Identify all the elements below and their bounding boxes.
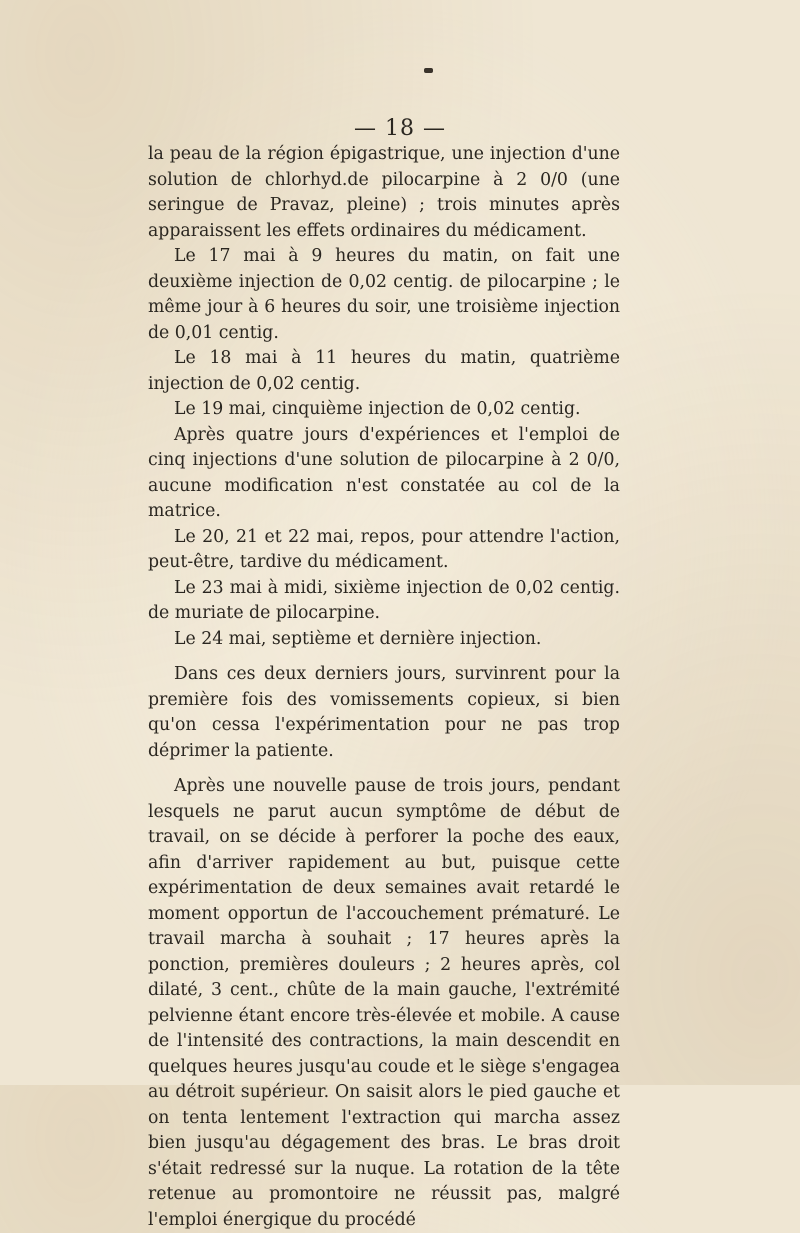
paragraph-9: Dans ces deux derniers jours, survinrent pour la première fois des vomissements copieux, si bien qu'on cessa l'expérimentation pour ne pas trop déprimer la patiente. — [148, 664, 620, 761]
paragraph-4: Le 19 mai, cinquième injection de 0,02 centig. — [174, 399, 581, 419]
paragraph-6: Le 20, 21 et 22 mai, repos, pour attendre l'action, peut-être, tardive du médicament. — [148, 526, 620, 572]
paragraph-3: Le 18 mai à 11 heures du matin, quatrième injection de 0,02 centig. — [148, 348, 620, 394]
page-number: — 18 — — [354, 116, 446, 141]
paragraph-2: Le 17 mai à 9 heures du matin, on fait une deuxième injection de 0,02 centig. de pilocarpine ; le même jour à 6 heures du soir, une troisième injection de 0,01 centig. — [148, 246, 620, 343]
paragraph-10: Après une nouvelle pause de trois jours, pendant lesquels ne parut aucun symptôme de début de travail, on se décide à perforer la poche des eaux, afin d'arriver rapidement au but, puisque cette expérimentation de deux semaines avait retardé le moment opportun de l'accouchement prématuré. Le travail marcha à souhait ; 17 heures après la ponction, premières douleurs ; 2 heures après, col dilaté, 3 cent., chûte de la main gauche, l'extrémité pelvienne étant encore très-élevée et mobile. A cause de l'intensité des contractions, la main descendit en quelques heures jusqu'au coude et le siège s'engagea au détroit supérieur. On saisit alors le pied gauche et on tenta lentement l'extraction qui marcha assez bien jusqu'au dégagement des bras. Le bras droit s'était redressé sur la nuque. La rotation de la tête retenue au promontoire ne réussit pas, malgré l'emploi énergique du procédé — [148, 776, 620, 1230]
ink-mark — [424, 68, 433, 73]
paragraph-5: Après quatre jours d'expériences et l'emploi de cinq injections d'une solution de pilocarpine à 2 0/0, aucune modification n'est constatée au col de la matrice. — [148, 424, 620, 521]
paragraph-1: la peau de la région épigastrique, une injection d'une solution de chlorhyd.de pilocarpine à 2 0/0 (une seringue de Pravaz, pleine) ; trois minutes après apparaissent les effets ordinaires du médicament. — [148, 144, 620, 241]
body-text — [148, 142, 620, 1233]
paragraph-7: Le 23 mai à midi, sixième injection de 0,02 centig. de muriate de pilocarpine. — [148, 577, 620, 623]
paragraph-8: Le 24 mai, septième et dernière injection. — [174, 628, 542, 649]
